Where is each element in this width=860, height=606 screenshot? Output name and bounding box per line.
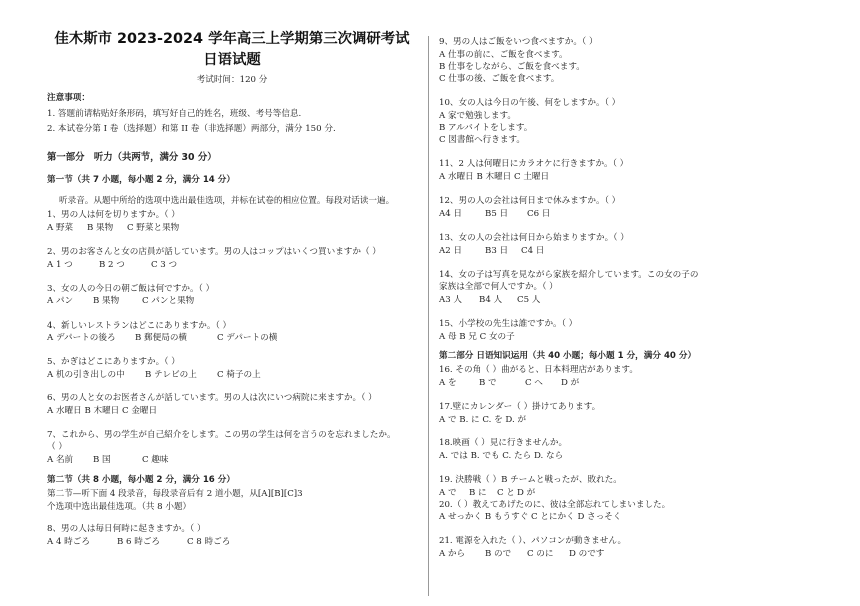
option: B 仕事をしながら、ご飯を食べます。 xyxy=(439,62,585,72)
option: A 4 時ごろ xyxy=(47,537,90,547)
column-divider xyxy=(428,36,429,596)
option: B3 日 xyxy=(485,246,509,256)
option: C のに xyxy=(527,549,554,559)
question-text: 5、かぎはどこにありますか。（ ） xyxy=(47,357,180,367)
exam-time: 考试时间：120 分 xyxy=(196,75,268,85)
option: C 図書館へ行きます。 xyxy=(439,135,525,145)
option: C パンと果物 xyxy=(142,296,195,306)
option: D が xyxy=(517,488,536,498)
option: B で xyxy=(479,378,497,388)
option: A デパートの後ろ xyxy=(47,333,116,343)
question-text: 1、男の人は何を切りますか。（ ） xyxy=(47,210,180,220)
option: D が xyxy=(561,378,580,388)
section1-instructions: 听录音。从题中所给的选项中选出最佳选项，并标在试卷的相应位置。每段对话读一遍。 xyxy=(59,196,395,206)
option: C 仕事の後、ご飯を食べます。 xyxy=(439,74,560,84)
question-text: 11、2 人は何曜日にカラオケに行きますか。（ ） xyxy=(439,159,629,169)
option: A 家で勉強します。 xyxy=(439,111,517,121)
option: A 机の引き出しの中 xyxy=(47,370,125,380)
part2-heading: 第二部分 日语知识运用（共 40 小题；每小题 1 分，满分 40 分） xyxy=(439,351,697,361)
question-text: 4、新しいレストランはどこにありますか。（ ） xyxy=(47,321,232,331)
option: B ので xyxy=(485,549,512,559)
question-text: 16. その角（ ）曲がると、日本料理店があります。 xyxy=(439,365,638,375)
question-text: 20.（ ）教えてあげたのに、彼は全部忘れてしまいました。 xyxy=(439,500,671,510)
question-text: 21. 電源を入れた（ ）、パソコンが動きません。 xyxy=(439,536,627,546)
question-text: 13、女の人の会社は何日から始まりますか。（ ） xyxy=(439,233,629,243)
question-text: 18.映画（ ）見に行きませんか。 xyxy=(439,438,568,448)
exam-title: 佳木斯市 2023-2024 学年高三上学期第三次调研考试 xyxy=(54,31,410,47)
section1-heading: 第一节（共 7 小题，每小题 2 分，满分 14 分） xyxy=(47,175,235,185)
option: A 水曜日 B 木曜日 C 金曜日 xyxy=(47,406,158,416)
option: B 郵便局の横 xyxy=(135,333,188,343)
option: A3 人 xyxy=(439,295,462,305)
question-text: 2、男のお客さんと女の店員が話しています。男の人はコップはいくつ買いますか（ ） xyxy=(47,247,381,257)
option: A で B. に C. を D. が xyxy=(439,415,527,425)
option: C 椅子の上 xyxy=(217,370,261,380)
option: C 趣味 xyxy=(142,455,169,465)
question-text: 家族は全部で何人ですか。（ ） xyxy=(439,282,558,292)
option: A 野菜 xyxy=(47,223,74,233)
option: B5 日 xyxy=(485,209,509,219)
question-text: 14、女の子は写真を見ながら家族を紹介しています。この女の子の xyxy=(439,270,699,280)
option: C へ xyxy=(525,378,543,388)
option: A で xyxy=(439,488,457,498)
option: A 1 つ xyxy=(47,260,73,270)
question-text: 3、女の人の今日の朝ご飯は何ですか。（ ） xyxy=(47,284,215,294)
option: C6 日 xyxy=(527,209,551,219)
part1-heading: 第一部分 听力（共两节，满分 30 分） xyxy=(47,152,217,163)
question-text: 9、男の人はご飯をいつ食べますか。（ ） xyxy=(439,37,598,47)
option: B に xyxy=(469,488,487,498)
option: B アルバイトをします。 xyxy=(439,123,533,133)
exam-subtitle: 日语试题 xyxy=(203,52,261,68)
option: A パン xyxy=(47,296,74,306)
question-text: 8、男の人は毎日何時に起きますか。（ ） xyxy=(47,524,206,534)
option: A 仕事の前に、ご飯を食べます。 xyxy=(439,50,568,60)
option: C と xyxy=(497,488,515,498)
option: C 野菜と果物 xyxy=(127,223,180,233)
option: C 3 つ xyxy=(151,260,178,270)
option: B 国 xyxy=(93,455,111,465)
section2-instructions: 个选项中选出最佳选项。（共 8 小题） xyxy=(47,502,192,512)
option: A を xyxy=(439,378,457,388)
option: A4 日 xyxy=(439,209,462,219)
section2-heading: 第二节（共 8 小题，每小题 2 分，满分 16 分） xyxy=(47,475,235,485)
option: B 6 時ごろ xyxy=(117,537,161,547)
option: D のです xyxy=(569,549,605,559)
option: A2 日 xyxy=(439,246,462,256)
option: B 果物 xyxy=(87,223,114,233)
question-text: 12、男の人の会社は何日まで休みますか。（ ） xyxy=(439,196,621,206)
question-text: 15、小学校の先生は誰ですか。（ ） xyxy=(439,319,578,329)
question-text: 7、これから、男の学生が自己紹介をします。この男の学生は何を言うのを忘れましたか。 xyxy=(47,430,396,440)
option: B 果物 xyxy=(93,296,120,306)
option: A 母 B 兄 C 女の子 xyxy=(439,332,515,342)
option: C 8 時ごろ xyxy=(187,537,231,547)
option: A から xyxy=(439,549,466,559)
option: A せっかく B もうすぐ C とにかく D さっそく xyxy=(439,512,622,522)
notes-heading: 注意事项： xyxy=(47,93,90,103)
option: C4 日 xyxy=(521,246,545,256)
option: C デパートの横 xyxy=(217,333,278,343)
option: B テレビの上 xyxy=(145,370,197,380)
option: A. では B. でも C. たら D. なら xyxy=(439,451,564,461)
option: B 2 つ xyxy=(99,260,125,270)
note-item: 2. 本试卷分第 I 卷（选择题）和第 II 卷（非选择题）两部分，满分 150 分. xyxy=(47,124,336,134)
option: A 名前 xyxy=(47,455,74,465)
section2-instructions: 第二节—听下面 4 段录音，每段录音后有 2 道小题，从[A][B][C]3 xyxy=(47,489,303,499)
option: B4 人 xyxy=(479,295,503,305)
question-text: 10、女の人は今日の午後、何をしますか。（ ） xyxy=(439,98,621,108)
question-text: （ ） xyxy=(47,442,67,452)
question-text: 19. 決勝戦（ ）B チームと戦ったが、敗れた。 xyxy=(439,475,622,485)
question-text: 17.壁にカレンダー（ ）掛けてあります。 xyxy=(439,402,601,412)
note-item: 1. 答题前请粘贴好条形码，填写好自己的姓名，班级、考号等信息. xyxy=(47,109,302,119)
option: A 水曜日 B 木曜日 C 土曜日 xyxy=(439,172,550,182)
question-text: 6、男の人と女のお医者さんが話しています。男の人は次にいつ病院に来ますか。（ ） xyxy=(47,393,377,403)
option: C5 人 xyxy=(517,295,541,305)
